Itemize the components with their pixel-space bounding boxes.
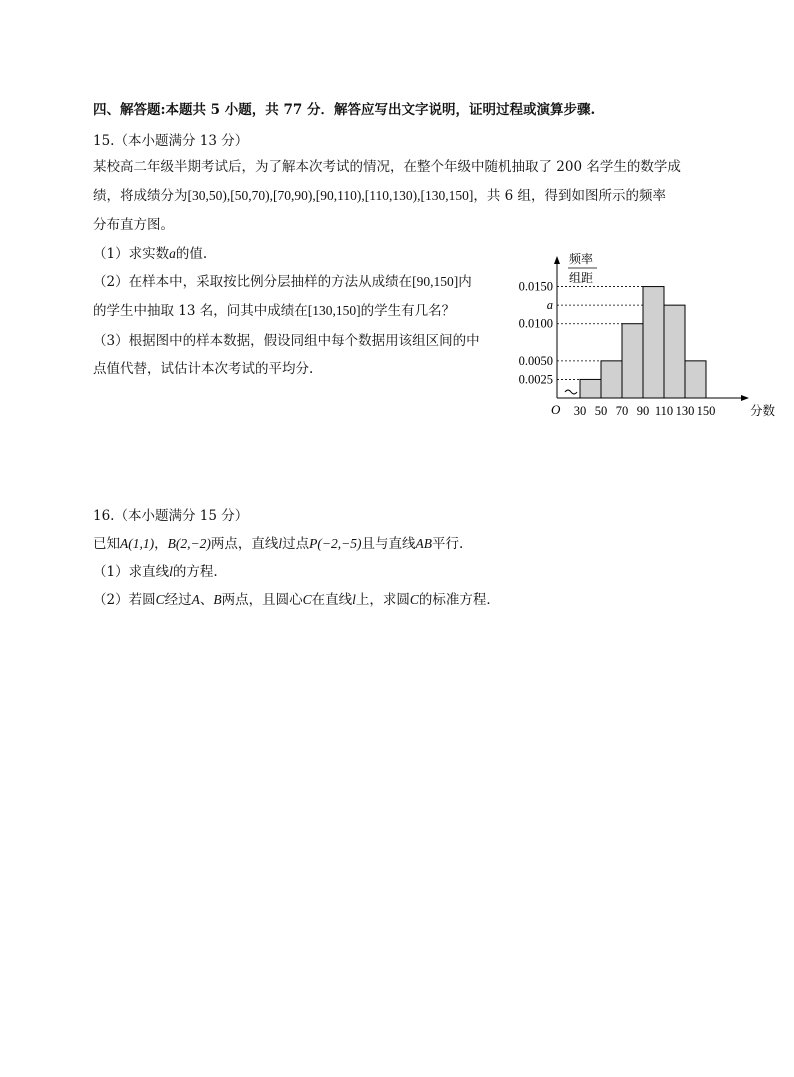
- histogram-bar: [643, 287, 664, 398]
- q15-part3-line1: （3）根据图中的样本数据，假设同组中每个数据用该组区间的中: [93, 333, 480, 349]
- q15-header: 15.（本小题满分 13 分）: [93, 133, 249, 149]
- q16-part1: （1）求直线l的方程.: [93, 564, 218, 580]
- q15-intro-line2: 绩，将成绩分为[30,50),[50,70),[70,90),[90,110),[110,130),[130,150]，共 6 组，得到如图所示的频率: [93, 188, 666, 204]
- x-tick-label: 90: [636, 404, 650, 418]
- y-label-top: 频率: [569, 252, 594, 266]
- histogram-bar: [622, 324, 643, 398]
- histogram-bar: [664, 305, 685, 398]
- q16-statement: 已知A(1,1)，B(2,−2)两点，直线l过点P(−2,−5)且与直线AB平行.: [93, 536, 464, 552]
- q16-header: 16.（本小题满分 15 分）: [93, 508, 249, 524]
- q15-intervals: [30,50),[50,70),[70,90),[90,110),[110,130),[130,150]: [187, 188, 474, 203]
- y-axis-arrow: [554, 256, 560, 264]
- histogram-bar: [601, 361, 622, 398]
- y-label-bottom: 组距: [569, 271, 594, 285]
- x-tick-label: 150: [696, 404, 716, 418]
- y-tick-label: 0.0100: [518, 316, 553, 331]
- q15-part1: （1）求实数a的值.: [93, 246, 208, 262]
- q15-part2-line1: （2）在样本中，采取按比例分层抽样的方法从成绩在[90,150]内: [93, 274, 472, 290]
- x-tick-label: 50: [594, 404, 608, 418]
- q15-part3-line2: 点值代替，试估计本次考试的平均分.: [93, 361, 314, 377]
- frequency-histogram: [515, 248, 785, 428]
- y-tick-label: 0.0150: [518, 279, 553, 294]
- x-tick-label: 110: [654, 404, 674, 418]
- y-tick-label: a: [546, 298, 553, 313]
- histogram-bar: [580, 379, 601, 398]
- x-tick-label: 130: [675, 404, 695, 418]
- origin-label: O: [551, 402, 561, 417]
- x-axis-label: 分数: [750, 404, 776, 418]
- y-tick-label: 0.0050: [518, 353, 553, 368]
- y-tick-label: 0.0025: [518, 372, 553, 387]
- q15-intro-line3: 分布直方图。: [93, 217, 174, 233]
- histogram-bar: [685, 361, 706, 398]
- axis-break-mark: [565, 390, 577, 394]
- section-heading: 四、解答题:本题共 5 小题，共 77 分．解答应写出文字说明，证明过程或演算步骤.: [93, 102, 596, 118]
- x-tick-label: 70: [615, 404, 629, 418]
- x-axis-arrow: [741, 395, 749, 401]
- x-tick-label: 30: [573, 404, 587, 418]
- q15-intro-line1: 某校高二年级半期考试后，为了解本次考试的情况，在整个年级中随机抽取了 200 名学生的数学成: [93, 159, 681, 175]
- q15-part2-line2: 的学生中抽取 13 名，问其中成绩在[130,150]的学生有几名？: [93, 303, 456, 319]
- q16-part2: （2）若圆C经过A、B两点，且圆心C在直线l上，求圆C的标准方程．: [93, 592, 500, 608]
